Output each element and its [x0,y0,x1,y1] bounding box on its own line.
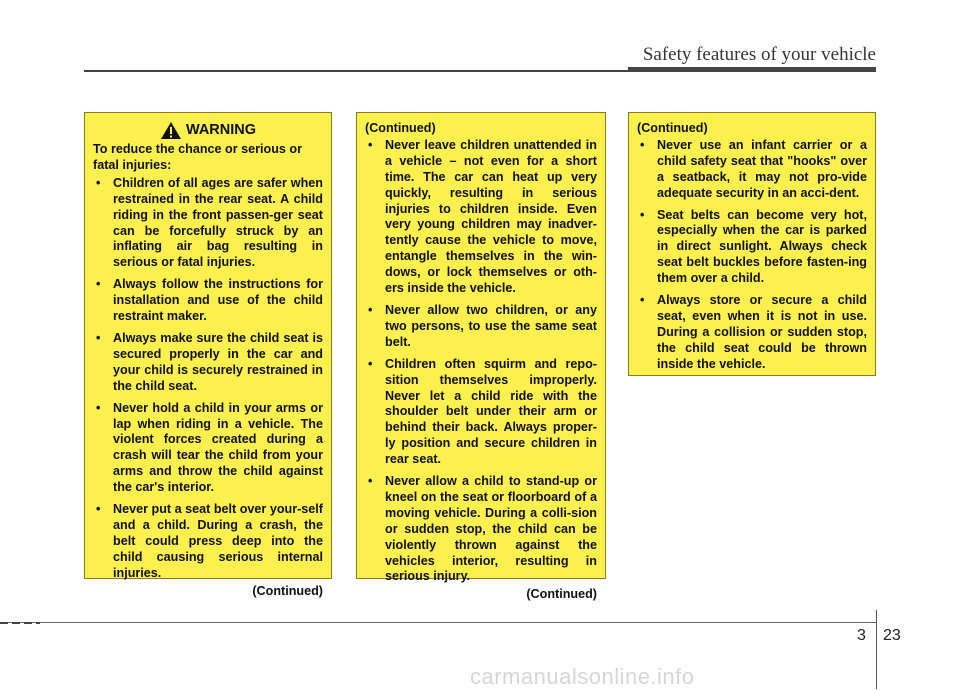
continued-label: (Continued) [526,587,597,602]
chapter-number: 3 [857,627,866,644]
watermark: carmanualsonline.info [470,664,695,689]
list-item: • Always store or secure a child seat, even when it is not in use. During a collision or sudden stop, the child seat could be thrown inside the vehicle. [640,293,867,371]
continued-label: (Continued) [252,583,323,598]
list-item: • Never use an infant carrier or a child safety seat that "hooks" over a seatback, it may not pro-vide adequate security in an acci-dent. [640,137,867,200]
list-item: • Children often squirm and repo-sition themselves improperly. Never let a child ride with the shoulder belt under their arm or behind their back. Always proper-ly position and secure children in rear seat. [368,356,597,467]
footer-rule-dash [0,622,40,624]
warning-list [637,138,867,373]
warning-box-1 [84,112,332,598]
list-item: • Always follow the instructions for installation and use of the child restraint maker. [96,277,323,324]
section-title: Safety features of your vehicle [642,44,876,65]
list-item: • Always make sure the child seat is secured properly in the car and your child is securely restrained in the child seat. [96,330,323,393]
warning-list [365,138,597,585]
warning-box-3 [628,112,876,376]
list-item: • Seat belts can become very hot, especially when the car is parked in direct sunlight. Always check seat belt buckles before fasten-ing them over a child. [640,207,867,286]
list-item: • Children of all ages are safer when restrained in the rear seat. A child riding in the front passen-ger seat can be forcefully struck by an inflating air bag resulting in serious or fatal injuries. [96,175,323,270]
warning-triangle-icon [160,121,182,140]
warning-header [93,121,323,140]
list-item: • Never leave children unattended in a vehicle – not even for a short time. The car can heat up very quickly, resulting in serious injuries to children inside. Even very young children may inadver-tently cause the vehicle to move, entangle themselves in the win-dows, or lock themselves or oth-ers inside the vehicle. [368,137,597,296]
warning-list [93,176,323,582]
warning-intro: To reduce the chance or serious or fatal injuries: [93,142,303,172]
page-number-divider [876,610,877,689]
continued-heading: (Continued) [637,121,708,135]
page-number: 23 [883,627,901,644]
list-item: • Never put a seat belt over your-self and a child. During a crash, the belt could press deep into the child causing serious internal injuries. [96,502,323,580]
continued-heading: (Continued) [365,121,436,135]
warning-title: WARNING [185,121,257,138]
footer-rule [0,622,877,623]
warning-box-2 [356,112,606,602]
list-item: • Never allow two children, or any two persons, to use the same seat belt. [368,302,597,349]
header-rule-accent [628,67,876,72]
list-item: • Never allow a child to stand-up or kneel on the seat or floorboard of a moving vehicle. During a colli-sion or sudden stop, the child can be violently thrown against the vehicles interior, resulting in serious injury. [368,474,597,584]
list-item: • Never hold a child in your arms or lap when riding in a vehicle. The violent forces created during a crash will tear the child from your arms and throw the child against the car's interior. [96,400,323,495]
